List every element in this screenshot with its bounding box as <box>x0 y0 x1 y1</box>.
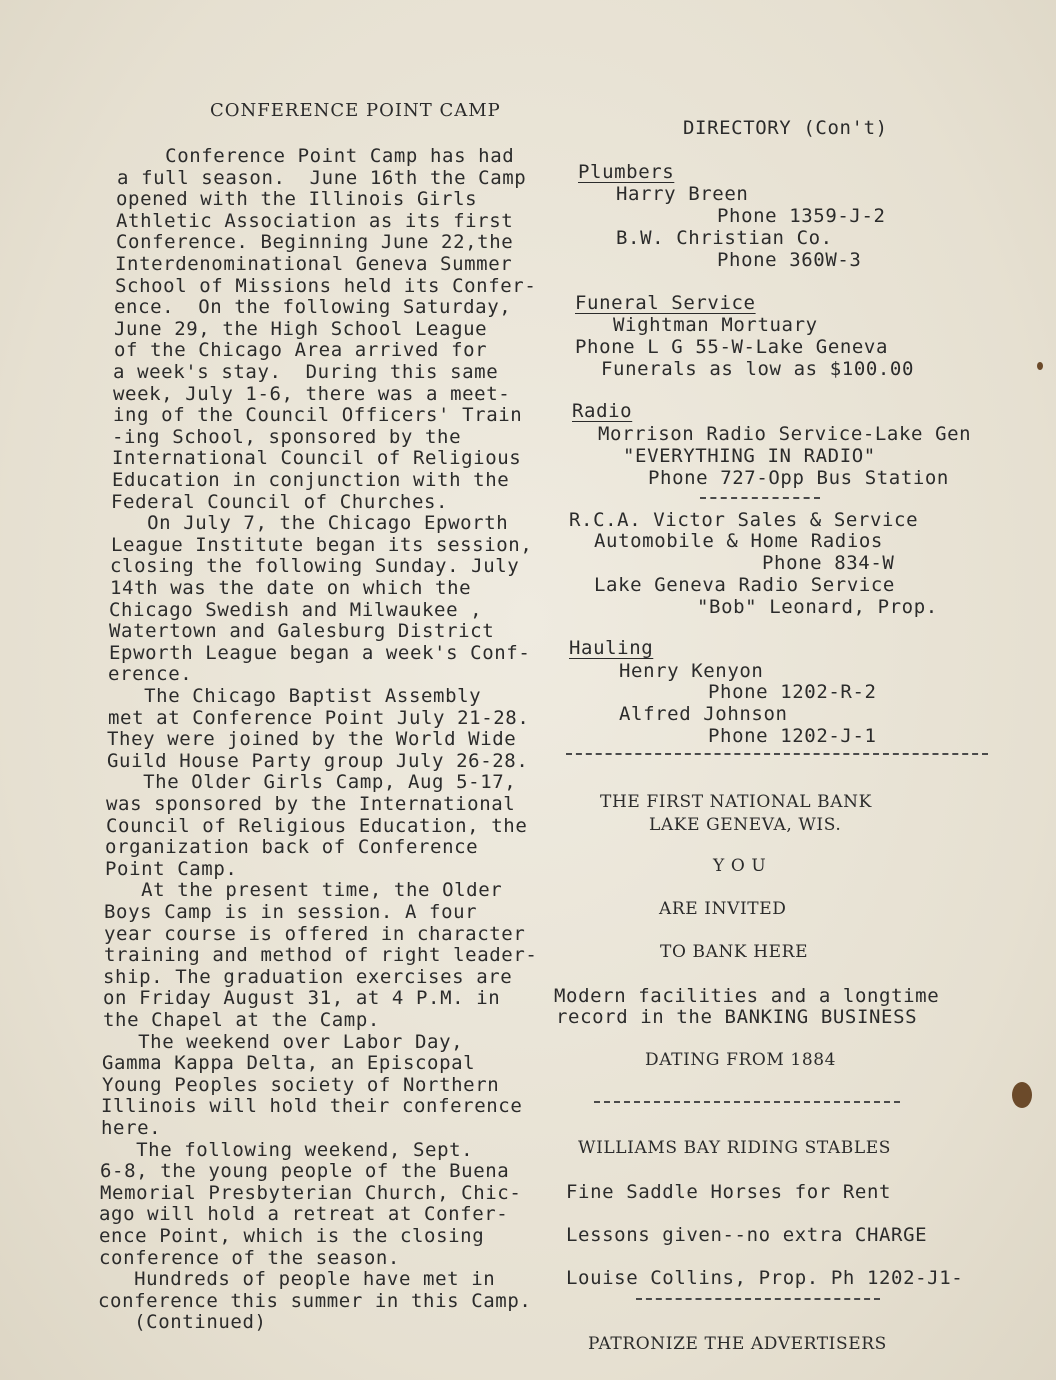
article-line: Athletic Association as its first <box>116 209 514 232</box>
article-line: ship. The graduation exercises are <box>103 965 513 988</box>
directory-title: DIRECTORY (Con't) <box>683 117 888 139</box>
hauler-2-name: Alfred Johnson <box>619 703 788 725</box>
plumber-phone: Phone 1359-J-2 <box>717 205 886 227</box>
bank-you: Y O U <box>713 856 767 876</box>
article-line: Memorial Presbyterian Church, Chic- <box>100 1181 522 1204</box>
bank-location: LAKE GENEVA, WIS. <box>649 815 842 835</box>
article-line: the Chapel at the Camp. <box>103 1009 380 1031</box>
article-line: The following weekend, Sept. <box>100 1138 474 1161</box>
stables-lessons: Lessons given--no extra CHARGE <box>566 1224 928 1246</box>
footer-patronize: PATRONIZE THE ADVERTISERS <box>588 1334 887 1354</box>
lake-geneva-radio: Lake Geneva Radio Service <box>594 574 895 596</box>
article-line: The weekend over Labor Day, <box>102 1030 464 1053</box>
article-line: ence Point, which is the closing <box>99 1225 485 1247</box>
article-line: Watertown and Galesburg District <box>109 620 495 643</box>
hauling-heading: Hauling <box>569 637 654 659</box>
article-line: ence. On the following Saturday, <box>114 296 512 319</box>
plumbers-heading: Plumbers <box>578 161 675 183</box>
article-line: Hundreds of people have met in <box>98 1268 496 1291</box>
separator-rule <box>566 753 988 755</box>
article-line: Epworth League began a week's Conf- <box>109 641 531 664</box>
article-line: ago will hold a retreat at Confer- <box>99 1203 509 1226</box>
article-line: (Continued) <box>98 1311 267 1334</box>
article-line: Illinois will hold their conference <box>101 1095 523 1118</box>
article-line: League Institute began its session, <box>111 533 533 556</box>
rca-name: R.C.A. Victor Sales & Service <box>569 509 919 531</box>
rca-phone: Phone 834-W <box>762 552 895 574</box>
article-line: a full season. June 16th the Camp <box>117 166 527 189</box>
article-line: The Chicago Baptist Assembly <box>108 685 482 707</box>
funeral-price: Funerals as low as $100.00 <box>601 358 915 380</box>
article-line: year course is offered in character <box>104 922 526 945</box>
article-line: training and method of right leader- <box>104 944 538 967</box>
bank-record: record in the BANKING BUSINESS <box>556 1006 918 1028</box>
article-line: Federal Council of Churches. <box>111 490 449 513</box>
article-line: was sponsored by the International <box>106 793 516 815</box>
article-line: Interdenominational Geneva Summer <box>115 253 513 275</box>
stables-horses: Fine Saddle Horses for Rent <box>566 1181 892 1203</box>
radio-phone: Phone 727-Opp Bus Station <box>648 467 949 489</box>
radio-heading: Radio <box>572 400 633 422</box>
bank-name: THE FIRST NATIONAL BANK <box>600 792 872 812</box>
article-line: Conference Point Camp has had <box>117 145 515 167</box>
separator-rule <box>700 497 820 499</box>
article-line: met at Conference Point July 21-28. <box>108 706 530 729</box>
article-line: Young Peoples society of Northern <box>102 1073 500 1096</box>
plumber-company: B.W. Christian Co. <box>616 227 833 249</box>
stain-mark <box>1037 362 1043 370</box>
article-line: opened with the Illinois Girls <box>116 188 478 211</box>
stables-proprietor: Louise Collins, Prop. Ph 1202-J1- <box>566 1267 964 1289</box>
hauler-1-name: Henry Kenyon <box>619 660 764 682</box>
article-line: here. <box>101 1117 162 1139</box>
lake-geneva-radio-prop: "Bob" Leonard, Prop. <box>697 596 938 618</box>
article-line: 14th was the date on which the <box>110 577 472 599</box>
stables-title: WILLIAMS BAY RIDING STABLES <box>578 1138 892 1158</box>
article-line: At the present time, the Older <box>105 879 503 902</box>
radio-name: Morrison Radio Service-Lake Gen <box>598 423 972 445</box>
article-line: International Council of Religious <box>112 447 522 470</box>
article-line: School of Missions held its Confer- <box>115 274 537 297</box>
left-title: CONFERENCE POINT CAMP <box>210 100 501 121</box>
article-line: of the Chicago Area arrived for <box>114 339 488 362</box>
bank-dating: DATING FROM 1884 <box>645 1050 837 1070</box>
article-line: conference this summer in this Camp. <box>98 1289 532 1312</box>
article-line: The Older Girls Camp, Aug 5-17, <box>107 771 517 794</box>
article-line: ing of the Council Officers' Train <box>113 404 523 427</box>
bank-here: TO BANK HERE <box>660 942 809 962</box>
article-line: Boys Camp is in session. A four <box>104 901 478 923</box>
rca-products: Automobile & Home Radios <box>594 530 883 552</box>
radio-slogan: "EVERYTHING IN RADIO" <box>623 445 876 467</box>
article-line: Point Camp. <box>105 857 238 880</box>
article-line: Chicago Swedish and Milwaukee , <box>109 598 483 621</box>
article-line: They were joined by the World Wide <box>107 728 517 751</box>
funeral-heading: Funeral Service <box>575 292 756 314</box>
funeral-name: Wightman Mortuary <box>613 314 818 336</box>
article-line: Conference. Beginning June 22,the <box>116 231 514 254</box>
plumber-name: Harry Breen <box>616 183 749 205</box>
separator-rule <box>594 1101 900 1103</box>
article-line: closing the following Sunday. July <box>110 555 520 578</box>
article-line: on Friday August 31, at 4 P.M. in <box>103 987 501 1010</box>
hauler-1-phone: Phone 1202-R-2 <box>708 681 877 703</box>
article-line: Gamma Kappa Delta, an Episcopal <box>102 1052 476 1075</box>
article-line: conference of the season. <box>99 1246 400 1269</box>
bank-modern: Modern facilities and a longtime <box>554 985 940 1007</box>
article-line: Council of Religious Education, the <box>106 814 528 837</box>
separator-rule <box>636 1298 880 1300</box>
article-line: 6-8, the young people of the Buena <box>100 1160 510 1183</box>
plumber-company-phone: Phone 360W-3 <box>717 249 862 271</box>
article-line: June 29, the High School League <box>114 317 488 340</box>
article-line: -ing School, sponsored by the <box>112 425 462 448</box>
article-line: On July 7, the Chicago Epworth <box>111 512 509 535</box>
article-line: Guild House Party group July 26-28. <box>107 749 529 772</box>
bank-invited: ARE INVITED <box>659 899 787 919</box>
hauler-2-phone: Phone 1202-J-1 <box>708 725 877 747</box>
article-line: erence. <box>108 663 193 686</box>
article-line: Education in conjunction with the <box>112 469 510 491</box>
article-line: a week's stay. During this same <box>113 361 499 383</box>
article-line: week, July 1-6, there was a meet- <box>113 382 511 405</box>
stain-mark <box>1012 1082 1032 1108</box>
funeral-phone: Phone L G 55-W-Lake Geneva <box>575 336 889 358</box>
article-line: organization back of Conference <box>105 836 479 859</box>
